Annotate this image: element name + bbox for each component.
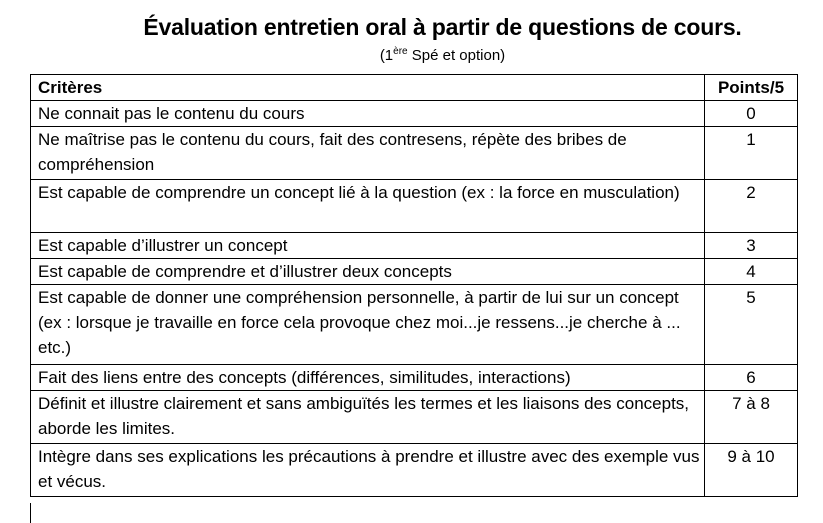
criteria-cell: Est capable de comprendre un concept lié à la question (ex : la force en musculation) — [31, 180, 705, 233]
subtitle-superscript: ère — [393, 46, 408, 57]
points-cell: 3 — [705, 233, 798, 259]
criteria-cell: Ne maîtrise pas le contenu du cours, fait des contresens, répète des bribes de compréhension — [31, 127, 705, 180]
criteria-header: Critères — [31, 75, 705, 101]
criteria-cell: Est capable de donner une compréhension personnelle, à partir de lui sur un concept (ex : lorsque je travaille en force cela provoque chez moi...je ressens...je cherche à ... etc.) — [31, 285, 705, 365]
points-cell: 1 — [705, 127, 798, 180]
points-cell: 7 à 8 — [705, 391, 798, 444]
criteria-table — [30, 74, 798, 497]
points-cell: 0 — [705, 101, 798, 127]
criteria-cell: Intègre dans ses explications les précautions à prendre et illustre avec des exemple vus et vécus. — [31, 444, 705, 497]
table-row — [31, 127, 798, 180]
criteria-cell: Ne connait pas le contenu du cours — [31, 101, 705, 127]
document-subtitle — [0, 47, 823, 64]
points-cell: 5 — [705, 285, 798, 365]
table-border-extension — [30, 503, 31, 523]
points-cell: 9 à 10 — [705, 444, 798, 497]
points-cell: 2 — [705, 180, 798, 233]
table-row — [31, 259, 798, 285]
criteria-cell: Fait des liens entre des concepts (différences, similitudes, interactions) — [31, 365, 705, 391]
subtitle-prefix: (1 — [379, 47, 394, 64]
table-row — [31, 365, 798, 391]
points-cell: 6 — [705, 365, 798, 391]
table-row — [31, 285, 798, 365]
table-header-row — [31, 75, 798, 101]
table-row — [31, 444, 798, 497]
table-row — [31, 233, 798, 259]
table-row — [31, 180, 798, 233]
subtitle-suffix: Spé et option) — [407, 47, 506, 64]
criteria-cell: Est capable d’illustrer un concept — [31, 233, 705, 259]
table-row — [31, 101, 798, 127]
points-header: Points/5 — [705, 75, 798, 101]
points-cell: 4 — [705, 259, 798, 285]
table-row — [31, 391, 798, 444]
criteria-cell: Est capable de comprendre et d’illustrer deux concepts — [31, 259, 705, 285]
criteria-cell: Définit et illustre clairement et sans ambiguïtés les termes et les liaisons des concepts, aborde les limites. — [31, 391, 705, 444]
document-title: Évaluation entretien oral à partir de questions de cours. — [143, 14, 742, 40]
